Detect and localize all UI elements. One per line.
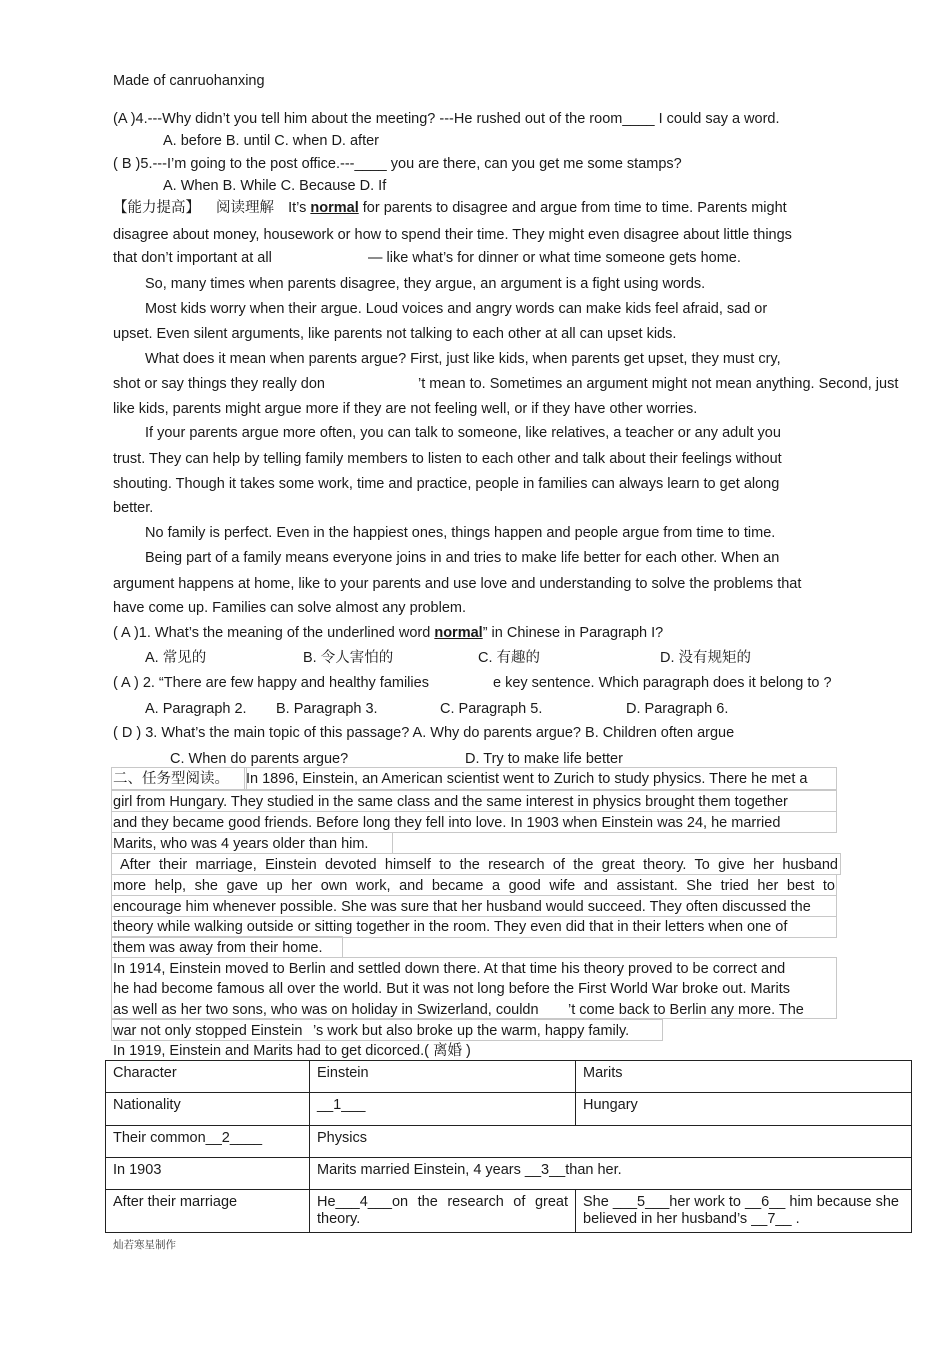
paragraph-6: No family is perfect. Even in the happiest ones, things happen and people argue from time to time. [145, 525, 776, 541]
question-4: (A )4.---Why didn’t you tell him about the meeting? ---He rushed out of the room____ I could say a word. [113, 111, 780, 127]
reading-line-3a: that don’t important at all [113, 250, 272, 266]
section-label: 【能力提高】 [113, 200, 200, 216]
reading-question-3: ( D ) 3. What’s the main topic of this passage? A. Why do parents argue? B. Children often argue [113, 725, 735, 741]
table-row [106, 1061, 912, 1093]
underlined-keyword: normal [310, 200, 359, 216]
paragraph-7b: argument happens at home, like to your parents and use love and understanding to solve the problems that [113, 576, 802, 592]
question-4-options: A. before B. until C. when D. after [163, 133, 379, 149]
table-cell: __1___ [310, 1093, 576, 1126]
task-line-13b: ’s work but also broke up the warm, happy family. [313, 1023, 630, 1039]
section-sublabel: 阅读理解 [216, 200, 275, 216]
q2-option-d: D. Paragraph 6. [626, 701, 729, 717]
q2-option-c: C. Paragraph 5. [440, 701, 543, 717]
table-cell: In 1903 [106, 1158, 310, 1190]
table-cell: Hungary [576, 1093, 912, 1126]
paragraph-4b-part2: ’t mean to. Sometimes an argument might not mean anything. Second, just [418, 376, 899, 392]
q3-option-c: C. When do parents argue? [170, 751, 349, 767]
q2-option-b: B. Paragraph 3. [276, 701, 378, 717]
task-line-12b: ’t come back to Berlin any more. The [568, 1002, 804, 1018]
q3-option-d: D. Try to make life better [465, 751, 623, 767]
q2-option-a: A. Paragraph 2. [145, 701, 247, 717]
task-label: 二、任务型阅读。 [113, 771, 229, 787]
table-cell: She ___5___her work to __6__ him because she believed in her husband’s __7__ . [576, 1190, 912, 1233]
paragraph-3a: Most kids worry when their argue. Loud voices and angry words can make kids feel afraid, sad or [145, 301, 768, 317]
task-line-13a: war not only stopped Einstein [113, 1023, 303, 1039]
task-line-7: encourage him whenever possible. She was sure that her husband would succeed. They often discussed the [113, 899, 811, 915]
paragraph-4b-part1: shot or say things they really don [113, 376, 325, 392]
table-cell: He___4___on the research of great theory. [310, 1190, 576, 1233]
page-header: Made of canruohanxing [113, 73, 265, 89]
paragraph-4c: like kids, parents might argue more if they are not feeling well, or if they have other worries. [113, 401, 698, 417]
table-row [106, 1093, 912, 1126]
task-line-1: In 1896, Einstein, an American scientist went to Zurich to study physics. There he met a [246, 771, 808, 787]
q1-option-c: C. 有趣的 [478, 650, 541, 666]
table-cell: After their marriage [106, 1190, 310, 1233]
task-line-3: and they became good friends. Before long they fell into love. In 1903 when Einstein was 24, he married [113, 815, 781, 831]
task-line-8: theory while walking outside or sitting together in the room. They even did that in their letters when one of [113, 919, 788, 935]
task-line-2: girl from Hungary. They studied in the same class and the same interest in physics brought them together [113, 794, 788, 810]
task-line-10: In 1914, Einstein moved to Berlin and settled down there. At that time his theory proved to be correct and [113, 961, 786, 977]
q1-stem: ( A )1. What’s the meaning of the underlined word [113, 625, 431, 641]
reading-line-3b: — like what’s for dinner or what time someone gets home. [368, 250, 741, 266]
table-row [106, 1158, 912, 1190]
task-line-12a: as well as her two sons, who was on holiday in Swizerland, couldn [113, 1002, 539, 1018]
table-cell: Nationality [106, 1093, 310, 1126]
paragraph-7c: have come up. Families can solve almost any problem. [113, 600, 466, 616]
line-1-rest: for parents to disagree and argue from time to time. Parents might [362, 200, 787, 216]
paragraph-7a: Being part of a family means everyone joins in and tries to make life better for each other. When an [145, 550, 780, 566]
task-line-4: Marits, who was 4 years older than him. [113, 836, 369, 852]
task-line-6: more help, she gave up her own work, and became a good wife and assistant. She tried her best to [113, 878, 835, 894]
q1-keyword: normal [434, 625, 483, 641]
question-5-options: A. When B. While C. Because D. If [163, 178, 387, 194]
table-cell: Marits married Einstein, 4 years __3__than her. [310, 1158, 912, 1190]
reading-line-1 [113, 199, 787, 217]
task-line-5: After their marriage, Einstein devoted himself to the research of the great theory. To give her husband [120, 857, 838, 873]
table-cell: Physics [310, 1126, 912, 1158]
reading-question-1 [113, 624, 663, 642]
q1-option-d: D. 没有规矩的 [660, 650, 752, 666]
paragraph-5d: better. [113, 500, 154, 516]
paragraph-4a: What does it mean when parents argue? First, just like kids, when parents get upset, they must cry, [145, 351, 781, 367]
reading-question-2-stem: ( A ) 2. “There are few happy and healthy families [113, 675, 429, 691]
q1-stem-end: ” in Chinese in Paragraph I? [482, 625, 664, 641]
table-row [106, 1190, 912, 1233]
table-cell: Their common__2____ [106, 1126, 310, 1158]
reading-question-2-end: e key sentence. Which paragraph does it belong to ? [493, 675, 832, 691]
page-footer: 灿若寒星制作 [113, 1239, 176, 1251]
paragraph-5b: trust. They can help by telling family members to listen to each other and talk about their feelings without [113, 451, 782, 467]
table-row [106, 1126, 912, 1158]
paragraph-2: So, many times when parents disagree, they argue, an argument is a fight using words. [145, 276, 706, 292]
paragraph-5a: If your parents argue more often, you can talk to someone, like relatives, a teacher or any adult you [145, 425, 781, 441]
paragraph-3b: upset. Even silent arguments, like parents not talking to each other at all can upset kids. [113, 326, 677, 342]
its-text: It’s [288, 200, 307, 216]
task-line-11: he had become famous all over the world. But it was not long before the First World War broke out. Marits [113, 981, 790, 997]
paragraph-5c: shouting. Though it takes some work, time and practice, people in families can always learn to get along [113, 476, 780, 492]
table-cell: Einstein [310, 1061, 576, 1093]
q1-option-a: A. 常见的 [145, 650, 207, 666]
reading-line-2: disagree about money, housework or how to spend their time. They might even disagree about little things [113, 227, 792, 243]
q1-option-b: B. 令人害怕的 [303, 650, 394, 666]
task-line-9: them was away from their home. [113, 940, 323, 956]
question-5: ( B )5.---I’m going to the post office.---____ you are there, can you get me some stamps? [113, 156, 682, 172]
table-cell: Marits [576, 1061, 912, 1093]
task-line-14: In 1919, Einstein and Marits had to get dicorced.( 离婚 ) [113, 1043, 471, 1059]
info-table [105, 1060, 912, 1233]
table-cell: Character [106, 1061, 310, 1093]
